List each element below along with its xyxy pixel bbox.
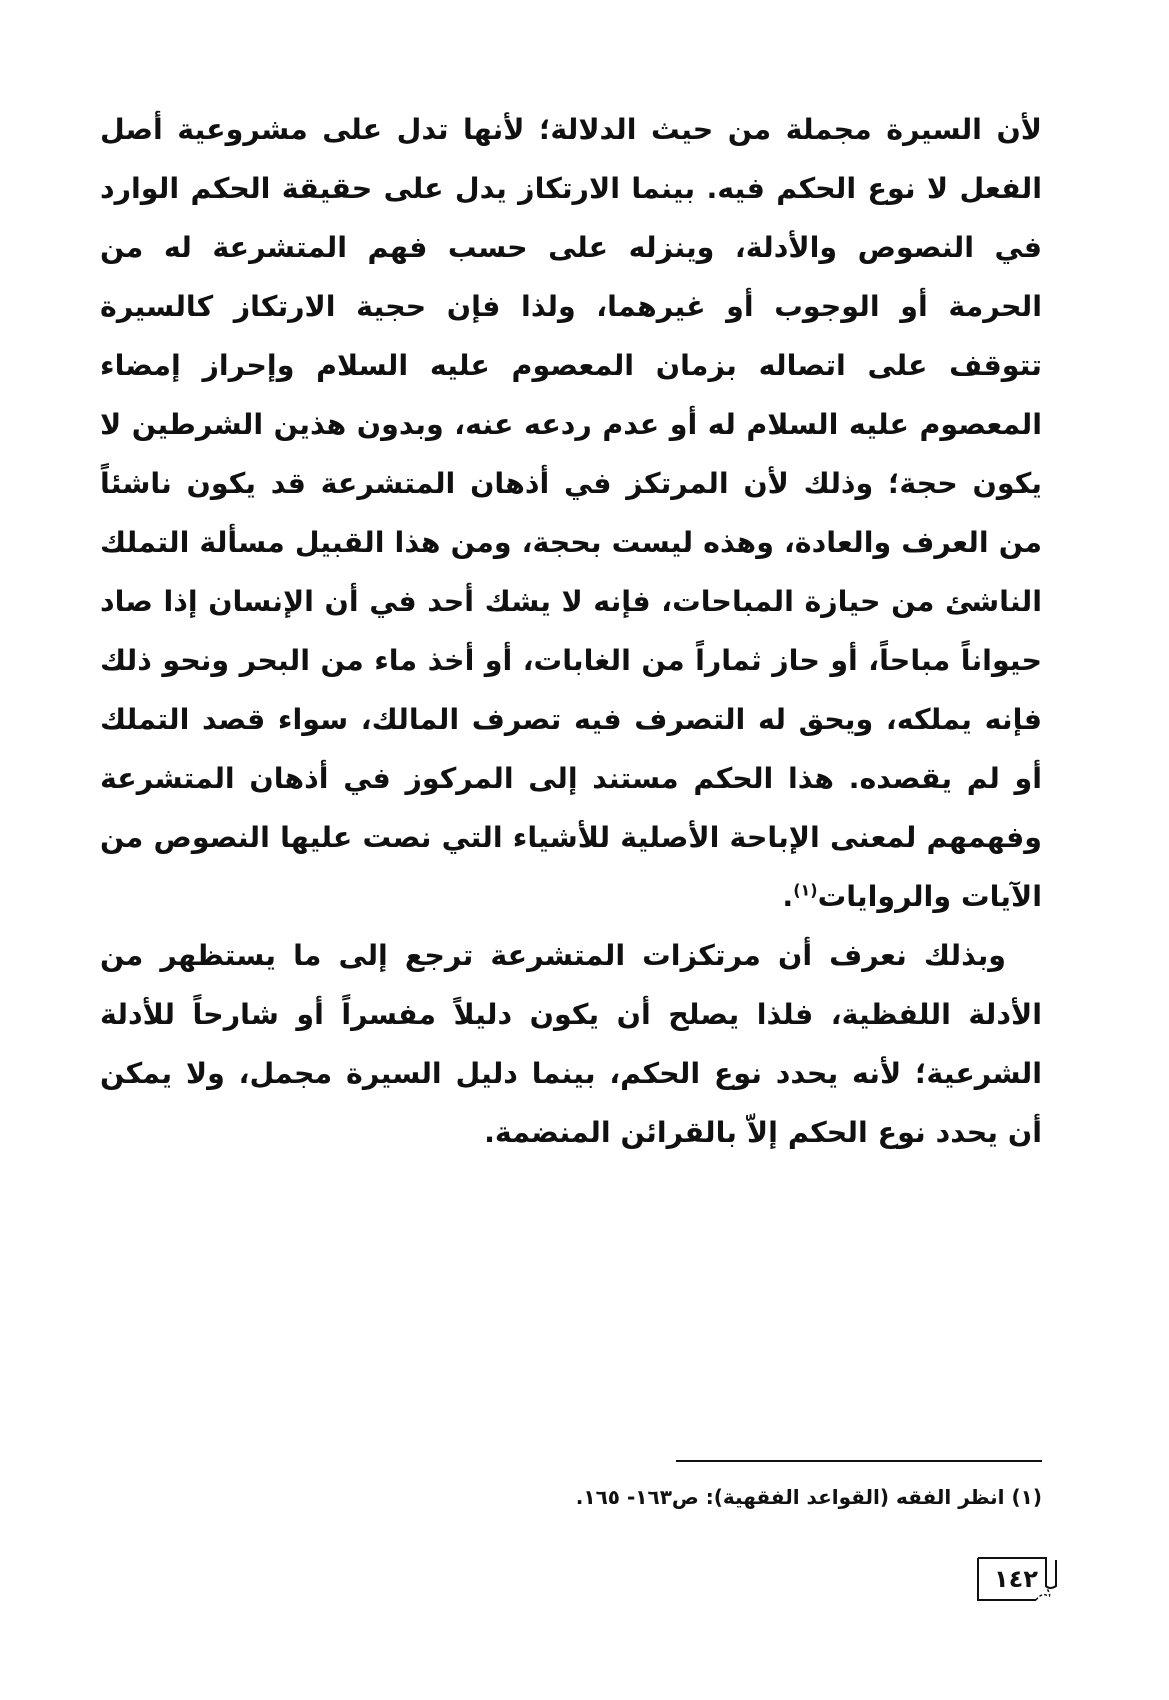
paragraph bbox=[100, 926, 1042, 1162]
paragraph-text: لأن السيرة مجملة من حيث الدلالة؛ لأنها تدل على مشروعية أصل الفعل لا نوع الحكم فيه. بينما الارتكاز يدل على حقيقة الحكم الوارد في النصوص والأدلة، وينزله على حسب فهم المتشرعة له من الحرمة أو الوجوب أو غيرهما، ولذا فإن حجية الارتكاز كالسيرة تتوقف على اتصاله بزمان المعصوم عليه السلام وإحراز إمضاء المعصوم عليه السلام له أو عدم ردعه عنه، وبدون هذين الشرطين لا يكون حجة؛ وذلك لأن المرتكز في أذهان المتشرعة قد يكون ناشئاً من العرف والعادة، وهذه ليست بحجة، ومن هذا القبيل مسألة التملك الناشئ من حيازة المباحات، فإنه لا يشك أحد في أن الإنسان إذا صاد حيواناً مباحاً، أو حاز ثماراً من الغابات، أو أخذ ماء من البحر ونحو ذلك فإنه يملكه، ويحق له التصرف فيه تصرف المالك، سواء قصد التملك أو لم يقصده. هذا الحكم مستند إلى المركوز في أذهان المتشرعة وفهمهم لمعنى الإباحة الأصلية للأشياء التي نصت عليها النصوص من الآيات والروايات bbox=[100, 113, 1042, 913]
footnote-separator bbox=[676, 1460, 1042, 1462]
paragraph bbox=[100, 100, 1042, 926]
body-text bbox=[100, 100, 1042, 1162]
footnote bbox=[500, 1482, 1042, 1512]
footnote-text: (١) انظر الفقه (القواعد الفقهية): ص١٦٣- ١٦٥. bbox=[575, 1485, 1042, 1509]
page-number: ١٤٢ bbox=[994, 1565, 1038, 1593]
paragraph-end-punctuation: . bbox=[782, 880, 794, 913]
paragraph-text: وبذلك نعرف أن مرتكزات المتشرعة ترجع إلى ما يستظهر من الأدلة اللفظية، فلذا يصلح أن يكون دليلاً مفسراً أو شارحاً للأدلة الشرعية؛ لأنه يحدد نوع الحكم، بينما دليل السيرة مجمل، ولا يمكن أن يحدد نوع الحكم إلاّ بالقرائن المنضمة. bbox=[100, 939, 1042, 1149]
page-number-frame bbox=[976, 1556, 1064, 1604]
footnote-reference: (١) bbox=[793, 880, 818, 900]
